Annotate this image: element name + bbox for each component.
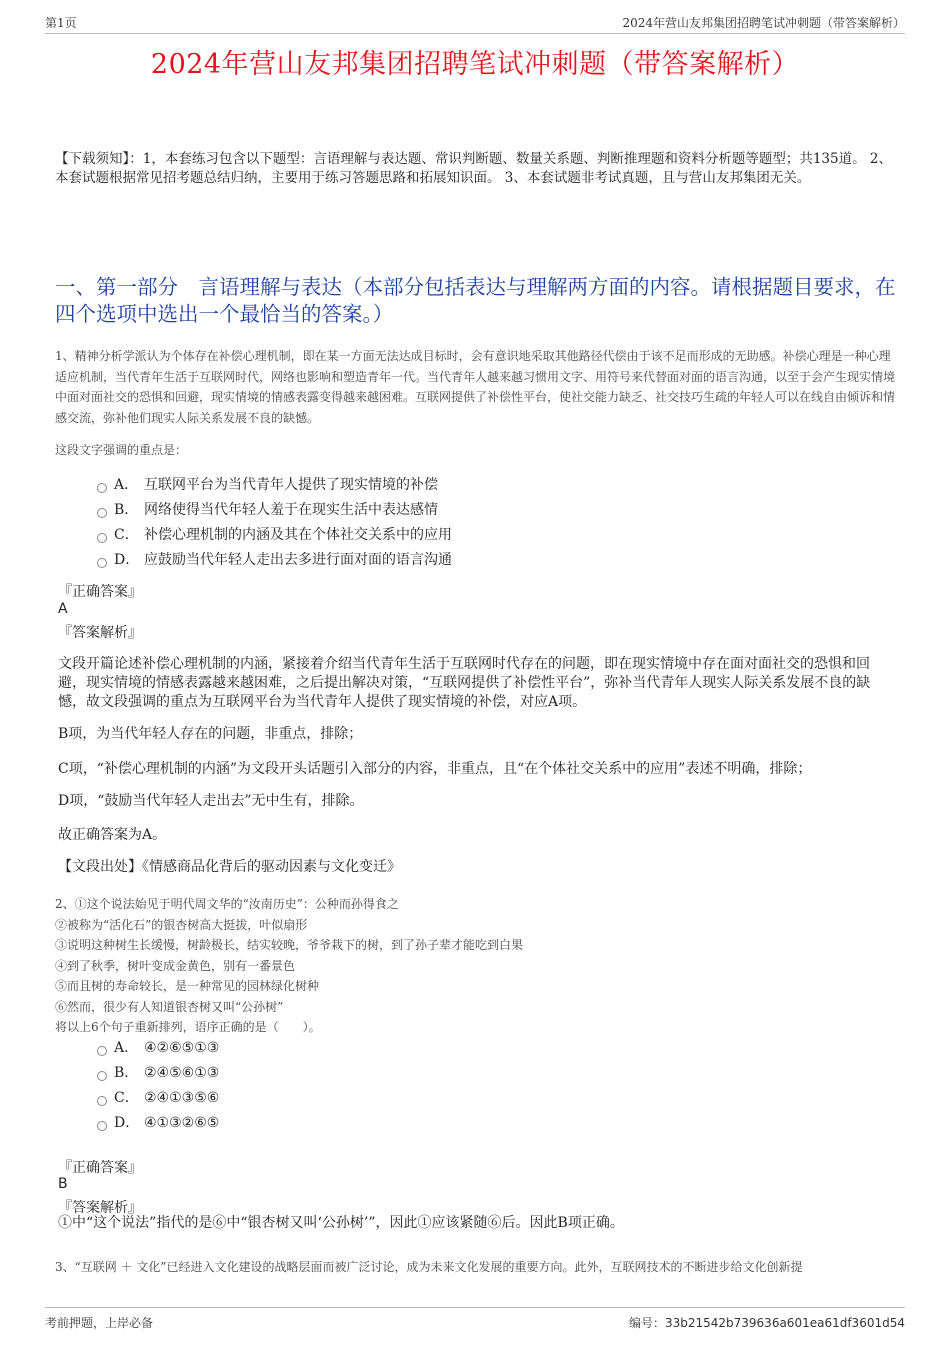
- question-1-stem: 这段文字强调的重点是：: [55, 443, 188, 457]
- section-title: 一、第一部分 言语理解与表达（本部分包括表达与理解两方面的内容。请根据题目要求，在四个选项中选出一个最恰当的答案。）: [55, 275, 896, 326]
- analysis-option-b: B项，为当代年轻人存在的问题，非重点，排除；: [58, 726, 363, 742]
- header-doc-title: 2024年营山友邦集团招聘笔试冲刺题（带答案解析）: [622, 16, 905, 30]
- question-2-line: ⑥然而，很少有人知道银杏树又叫“公孙树”: [55, 999, 284, 1014]
- option-c[interactable]: [97, 1086, 219, 1111]
- question-1-text: 1、精神分析学派认为个体存在补偿心理机制，即在某一方面无法达成目标时，会有意识地采取其他路径代偿由于该不足而形成的无助感。补偿心理是一种心理适应机制，当代青年生活于互联网时代，网络也影响和塑造青年一代。当代青年人越来越习惯用文字、用符号来代替面对面的语言沟通，以至于会产生现实情境中面对面社交的恐惧和回避，现实情境的情感表露变得越来越困难。互联网提供了补偿性平台，使社交能力缺乏、社交技巧生疏的年轻人可以在线自由倾诉和情感交流，弥补他们现实人际关系发展不良的缺憾。: [55, 349, 896, 425]
- correct-answer-label: 『正确答案』: [58, 584, 142, 600]
- option-b[interactable]: [97, 498, 452, 523]
- option-text: 应鼓励当代年轻人走出去多进行面对面的语言沟通: [144, 552, 452, 568]
- code-value: 33b21542b739636a601ea61df3601d54: [664, 1316, 905, 1330]
- option-text: ④②⑥⑤①③: [144, 1040, 220, 1056]
- radio-icon[interactable]: [97, 1071, 107, 1081]
- text-source: 【文段出处】《情感商品化背后的驱动因素与文化变迁》: [58, 859, 401, 875]
- radio-icon[interactable]: [97, 483, 107, 493]
- analysis-paragraph: 文段开篇论述补偿心理机制的内涵，紧接着介绍当代青年生活于互联网时代存在的问题，即在现实情境中存在面对面社交的恐惧和回避，现实情境的情感表露越来越困难，之后提出解决对策，“互联网提供了补偿性平台”，弥补当代青年人现实人际关系发展不良的缺憾，故文段强调的重点为互联网平台为当代青年人提供了现实情境的补偿，对应A项。: [58, 656, 871, 710]
- analysis-option-d: D项，“鼓励当代年轻人走出去”无中生有，排除。: [58, 793, 364, 809]
- option-d[interactable]: [97, 1111, 219, 1136]
- option-letter: D．: [114, 552, 140, 568]
- option-text: 互联网平台为当代青年人提供了现实情境的补偿: [144, 477, 438, 493]
- footer-slogan: 考前押题，上岸必备: [45, 1316, 154, 1330]
- radio-icon[interactable]: [97, 1046, 107, 1056]
- option-b[interactable]: [97, 1061, 219, 1086]
- option-letter: B．: [114, 502, 139, 518]
- option-letter: D．: [114, 1115, 140, 1131]
- question-3-text: 3、“互联网 ＋ 文化”已经进入文化建设的战略层面而被广泛讨论，成为未来文化发展的重要方向。此外，互联网技术的不断进步给文化创新提: [55, 1260, 803, 1274]
- option-c[interactable]: [97, 523, 452, 548]
- option-letter: A．: [114, 477, 139, 493]
- question-2-line: 2、①这个说法始见于明代周文华的“汝南历史”：公种而孙得食之: [55, 897, 399, 911]
- radio-icon[interactable]: [97, 558, 107, 568]
- correct-answer: A: [58, 601, 68, 617]
- option-a[interactable]: [97, 473, 452, 498]
- page-title: 2024年营山友邦集团招聘笔试冲刺题（带答案解析）: [150, 49, 800, 80]
- analysis-option-c: C项，“补偿心理机制的内涵”为文段开头话题引入部分的内容，非重点，且“在个体社交关系中的应用”表述不明确，排除；: [58, 761, 812, 777]
- page-footer: [45, 1307, 905, 1331]
- question-2-options: [97, 1036, 219, 1136]
- analysis-label: 『答案解析』: [58, 625, 142, 641]
- question-2-stem: 将以上6个句子重新排列，语序正确的是（ ）。: [55, 1020, 321, 1034]
- option-letter: B．: [114, 1065, 139, 1081]
- radio-icon[interactable]: [97, 533, 107, 543]
- option-a[interactable]: [97, 1036, 219, 1061]
- code-label: 编号：: [628, 1316, 665, 1330]
- correct-answer-label: 『正确答案』: [58, 1160, 142, 1176]
- option-text: ②④⑤⑥①③: [144, 1065, 220, 1081]
- page-number: 第1页: [45, 16, 77, 30]
- option-text: 网络使得当代年轻人羞于在现实生活中表达感情: [144, 502, 438, 518]
- option-letter: C．: [114, 527, 139, 543]
- question-1-options: [97, 473, 452, 573]
- radio-icon[interactable]: [97, 1121, 107, 1131]
- question-2-line: ④到了秋季，树叶变成金黄色，别有一番景色: [55, 958, 296, 973]
- option-d[interactable]: [97, 548, 452, 573]
- radio-icon[interactable]: [97, 1096, 107, 1106]
- question-2-line: ⑤而且树的寿命较长，是一种常见的园林绿化树种: [55, 979, 320, 993]
- download-notice: 【下载须知】：1，本套练习包含以下题型：言语理解与表达题、常识判断题、数量关系题、判断推理题和资料分析题等题型；共135道。 2、本套试题根据常见招考题总结归纳，主要用于练习答题思路和拓展知识面。 3、本套试题非考试真题，且与营山友邦集团无关。: [55, 151, 892, 186]
- radio-icon[interactable]: [97, 508, 107, 518]
- analysis-paragraph: ①中“这个说法”指代的是⑥中“银杏树又叫‘公孙树’”，因此①应该紧随⑥后。因此B项正确。: [58, 1215, 624, 1231]
- question-2-line: ③说明这种树生长缓慢，树龄极长，结实较晚，爷爷栽下的树，到了孙子辈才能吃到白果: [55, 938, 524, 952]
- option-text: 补偿心理机制的内涵及其在个体社交关系中的应用: [144, 527, 452, 543]
- document-code: [629, 1314, 905, 1331]
- option-text: ④①③②⑥⑤: [144, 1115, 220, 1131]
- option-text: ②④①③⑤⑥: [144, 1090, 220, 1106]
- page-header: [45, 14, 905, 34]
- analysis-conclusion: 故正确答案为A。: [58, 827, 167, 843]
- question-2-text: [55, 894, 900, 1038]
- option-letter: A．: [114, 1040, 139, 1056]
- analysis-label: 『答案解析』: [58, 1200, 142, 1216]
- correct-answer: B: [58, 1176, 68, 1192]
- question-2-line: ②被称为“活化石”的银杏树高大挺拔，叶似扇形: [55, 917, 308, 932]
- option-letter: C．: [114, 1090, 139, 1106]
